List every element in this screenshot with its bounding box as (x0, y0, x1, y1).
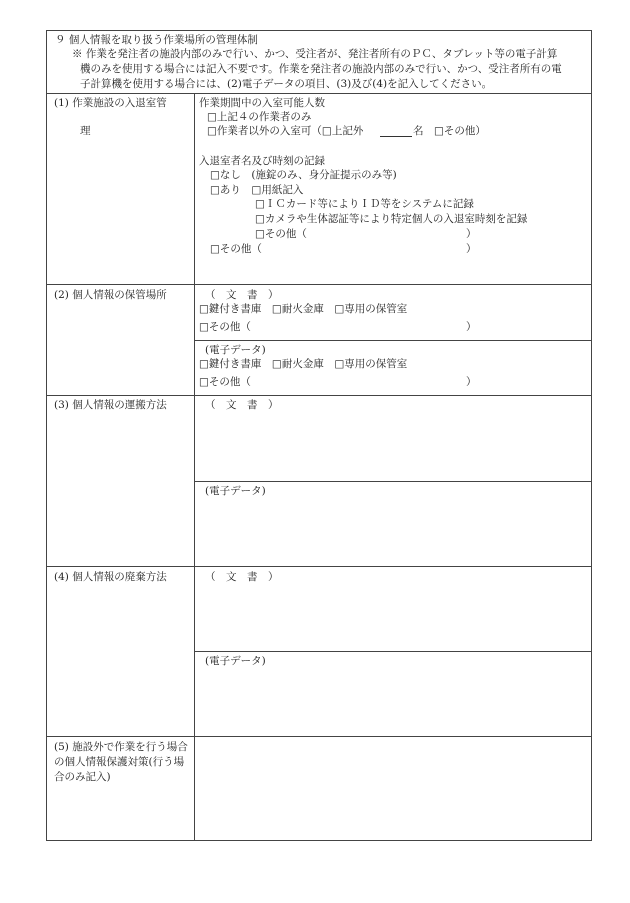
header-divider (46, 93, 592, 94)
others-allowed-option-tail: 名 □その他） (413, 125, 486, 137)
section1-label: (1) 作業施設の入退室管 (54, 97, 167, 109)
note-line-3: 子計算機を使用する場合には、(2)電子データの項目、(3)及び(4)を記入してください。 (80, 78, 493, 90)
storage-data-options[interactable]: □鍵付き書庫 □耐火金庫 □専用の保管室 (199, 358, 408, 370)
disposal-subdivider (194, 651, 592, 652)
row-divider-1 (46, 284, 592, 285)
row-divider-3 (46, 566, 592, 567)
disposal-data-field[interactable] (196, 670, 590, 733)
ic-card-option[interactable]: □ＩＣカード等によりＩＤ等をシステムに記録 (255, 198, 474, 210)
offsite-measures-field[interactable] (196, 739, 590, 839)
disposal-doc-heading: （ 文 書 ） (205, 571, 279, 583)
storage-subdivider (194, 340, 592, 341)
transport-data-heading: (電子データ) (205, 485, 266, 497)
note-line-1: ※ 作業を発注者の施設内部のみで行い、かつ、受注者が、発注者所有のＰＣ、タブレット等の電子計算 (72, 48, 558, 60)
transport-doc-field[interactable] (196, 414, 590, 478)
storage-data-other[interactable]: □その他（ (199, 376, 251, 388)
note-line-2: 機のみを使用する場合には記入不要です。作業を発注者の施設内部のみで行い、かつ、受注者所有の電 (80, 63, 562, 75)
section4-label: (4) 個人情報の廃棄方法 (54, 571, 167, 583)
camera-biometric-option[interactable]: □カメラや生体認証等により特定個人の入退室時刻を記録 (255, 213, 528, 225)
workers-only-option[interactable]: □上記４の作業者のみ (207, 111, 312, 123)
storage-doc-other[interactable]: □その他（ (199, 321, 251, 333)
record-other-option[interactable]: □その他（ (255, 228, 307, 240)
record-other-close: ） (466, 228, 477, 240)
others-allowed-option[interactable]: □作業者以外の入室可（□上記外 (207, 125, 364, 137)
entry-record-heading: 入退室者名及び時刻の記録 (199, 155, 325, 167)
row-divider-2 (46, 395, 592, 396)
transport-doc-heading: （ 文 書 ） (205, 399, 279, 411)
storage-data-other-close: ） (466, 376, 477, 388)
column-divider (194, 93, 195, 841)
storage-doc-options[interactable]: □鍵付き書庫 □耐火金庫 □専用の保管室 (199, 303, 408, 315)
room-capacity-heading: 作業期間中の入室可能人数 (199, 97, 325, 109)
section1-label-cont: 理 (80, 125, 91, 137)
transport-subdivider (194, 481, 592, 482)
headcount-blank[interactable] (380, 136, 412, 137)
disposal-data-heading: (電子データ) (205, 655, 266, 667)
storage-data-heading: (電子データ) (205, 344, 266, 356)
storage-doc-heading: （ 文 書 ） (205, 289, 279, 301)
section2-label: (2) 個人情報の保管場所 (54, 289, 167, 301)
transport-data-field[interactable] (196, 500, 590, 563)
record-none-option[interactable]: □なし (施錠のみ、身分証提示のみ等) (210, 169, 397, 181)
entry-other-option[interactable]: □その他（ (210, 243, 262, 255)
section5-label: (5) 施設外で作業を行う場合の個人情報保護対策(行う場合のみ記入) (54, 741, 188, 783)
disposal-doc-field[interactable] (196, 586, 590, 648)
entry-other-close: ） (466, 243, 477, 255)
section3-label: (3) 個人情報の運搬方法 (54, 399, 167, 411)
record-yes-option[interactable]: □あり □用紙記入 (210, 184, 304, 196)
storage-doc-other-close: ） (466, 321, 477, 333)
row-divider-4 (46, 736, 592, 737)
section-title: ９ 個人情報を取り扱う作業場所の管理体制 (55, 34, 258, 46)
